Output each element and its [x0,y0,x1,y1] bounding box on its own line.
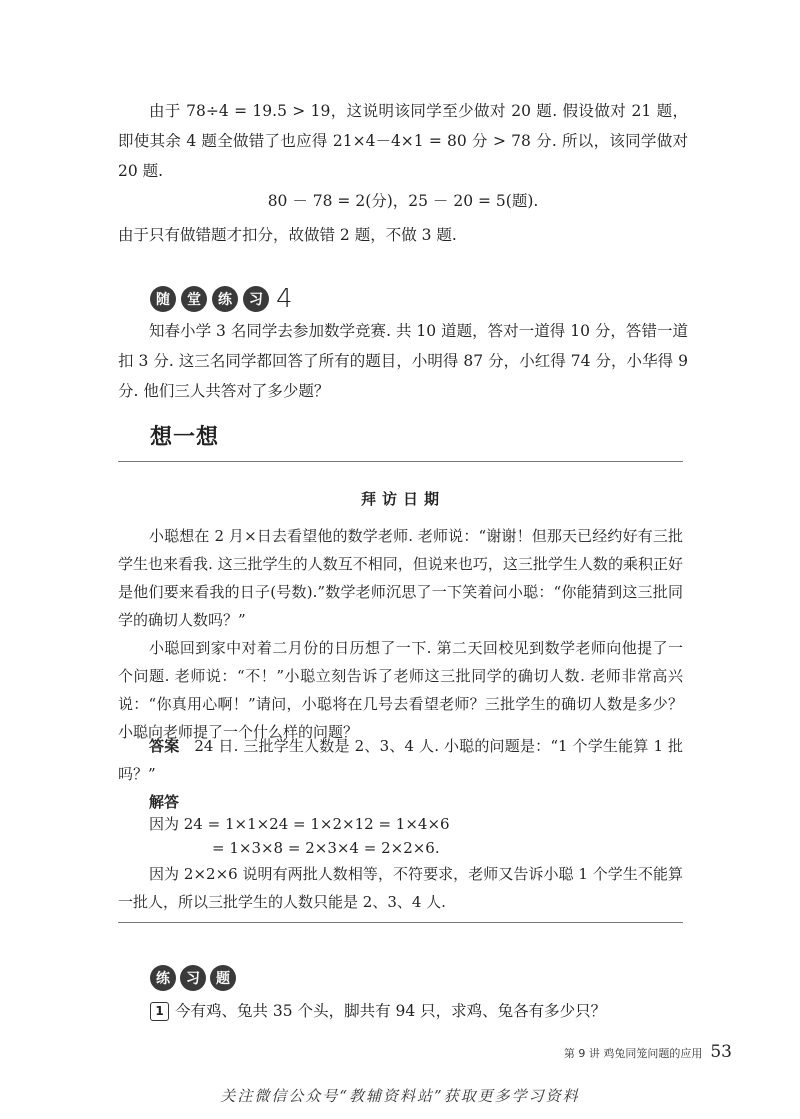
heading-char: 习 [180,965,206,991]
exercise-heading [150,965,236,991]
conclusion-paragraph: 由于只有做错题才扣分，故做错 2 题，不做 3 题. [118,226,457,244]
heading-char: 练 [212,286,238,312]
box-bottom-rule [118,922,683,923]
page-footer [564,1042,732,1062]
box-title: 拜访日期 [360,490,445,508]
solution-paragraph: 由于 78÷4 = 19.5 > 19，这说明该同学至少做对 20 题. 假设做对 21 题，即使其余 4 题全做错了也应得 21×4－4×1 = 80 分 > 78 分. 所以，该同学做对 20 题. [118,102,688,180]
answer-text: 24 日. 三批学生人数是 2、3、4 人. 小聪的问题是：“1 个学生能算 1 批吗？” [118,737,683,783]
page-number: 53 [710,1042,732,1062]
answer-label: 答案 [149,737,180,755]
solution-line-1: 因为 24 = 1×1×24 = 1×2×12 = 1×4×6 [149,815,450,833]
answer-paragraph [118,732,683,788]
practice-heading [150,284,293,314]
exercise-number: 1 [150,1002,169,1021]
watermark-text: 关注微信公众号“教辅资料站”获取更多学习资料 [220,1087,580,1105]
practice-number: 4 [276,284,293,314]
solution-line-2: = 1×3×8 = 2×3×4 = 2×2×6. [212,839,440,857]
box-top-rule [118,461,683,462]
story-paragraph-2: 小聪回到家中对着二月份的日历想了一下. 第二天回校见到数学老师向他提了一个问题. 老师说：“不！”小聪立刻告诉了老师这三批同学的确切人数. 老师非常高兴说：“你真用心啊！”请问，小聪将在几号去看望老师？三批学生的确切人数是多少？小聪向老师提了一个什么样的问题？ [118,639,683,741]
heading-char: 堂 [181,286,207,312]
story-paragraph-1: 小聪想在 2 月×日去看望他的数学老师. 老师说：“谢谢！但那天已经约好有三批学生也来看我. 这三批学生的人数互不相同，但说来也巧，这三批学生人数的乘积正好是他们要来看我的日子(号数).”数学老师沉思了一下笑着问小聪：“你能猜到这三批同学的确切人数吗？” [118,527,683,629]
solution-paragraph: 因为 2×2×6 说明有两批人数相等，不符要求，老师又告诉小聪 1 个学生不能算一批人，所以三批学生的人数只能是 2、3、4 人. [118,865,683,911]
equation-line: 80 － 78 = 2(分)，25 － 20 = 5(题). [267,192,539,210]
heading-char: 习 [243,286,269,312]
lecture-title: 第 9 讲 鸡兔同笼问题的应用 [563,1047,703,1060]
exercise-text: 今有鸡、兔共 35 个头，脚共有 94 只，求鸡、兔各有多少只？ [175,1002,607,1020]
heading-char: 题 [210,965,236,991]
heading-char: 练 [150,965,176,991]
heading-char: 随 [150,286,176,312]
section-title: 想一想 [150,425,220,450]
exercise-item [150,996,606,1026]
practice-problem: 知春小学 3 名同学去参加数学竞赛. 共 10 道题，答对一道得 10 分，答错一道扣 3 分. 这三名同学都回答了所有的题目，小明得 87 分，小红得 74 分，小华得 9 分. 他们三人共答对了多少题？ [118,322,688,400]
solution-label: 解答 [149,793,180,811]
